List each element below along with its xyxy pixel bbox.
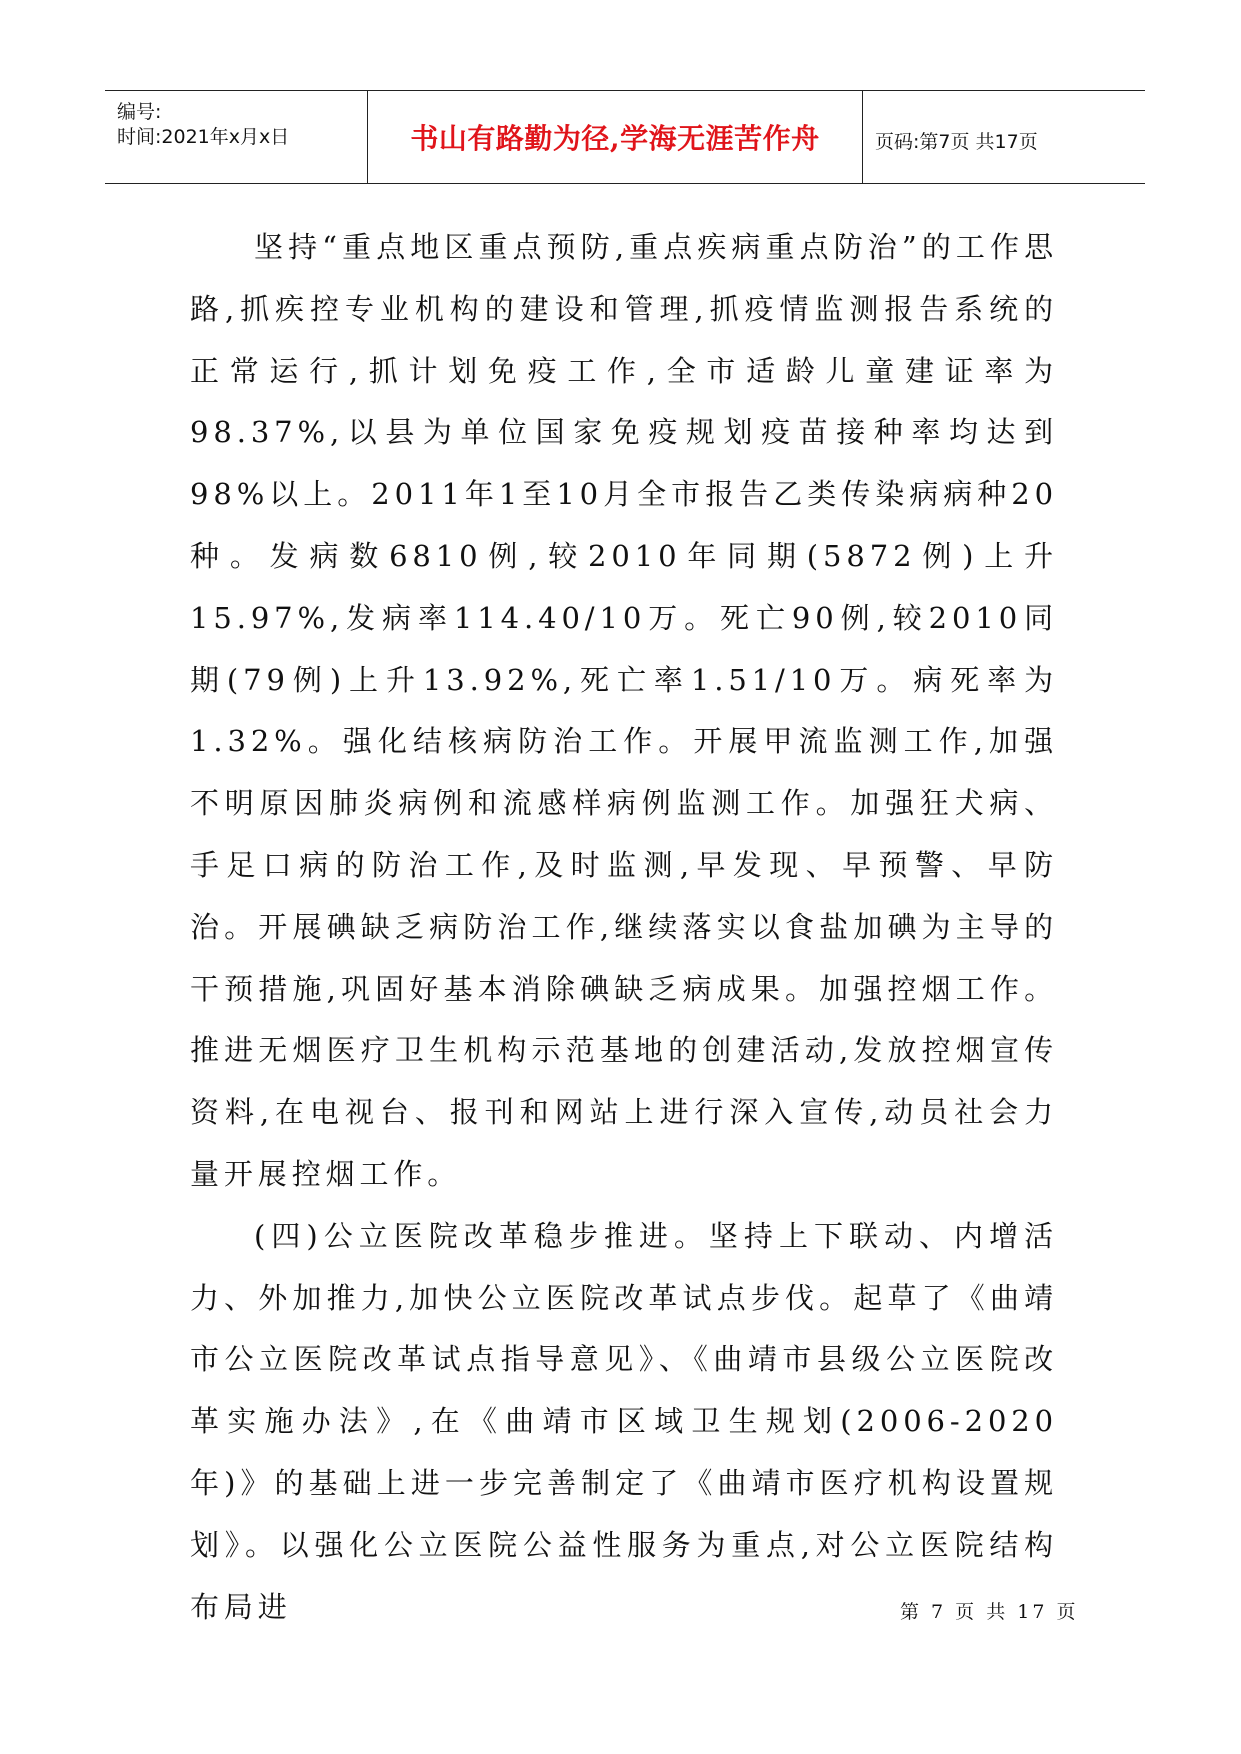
document-number-label: 编号: (117, 101, 162, 123)
header-page-label: 页码:第7页 共17页 (875, 131, 1038, 153)
body-paragraph: (四)公立医院改革稳步推进。坚持上下联动、内增活力、外加推力,加快公立医院改革试点步伐。起草了《曲靖市公立医院改革试点指导意见》、《曲靖市县级公立医院改革实施办法》,在《曲靖市区域卫生规划(2006-2020年)》的基础上进一步完善制定了《曲靖市医疗机构设置规划》。以强化公立医院公益性服务为重点,对公立医院结构布局进 (190, 1218, 1058, 1624)
document-header (105, 90, 1145, 184)
header-middle-cell (367, 91, 863, 183)
header-motto: 书山有路勤为径,学海无涯苦作舟 (410, 122, 820, 155)
body-paragraph: 坚持“重点地区重点预防,重点疾病重点防治”的工作思路,抓疾控专业机构的建设和管理,抓疫情监测报告系统的正常运行,抓计划免疫工作,全市适龄儿童建证率为98.37%,以县为单位国家免疫规划疫苗接种率均达到98%以上。2011年1至10月全市报告乙类传染病病种20种。发病数6810例,较2010年同期(5872例)上升15.97%,发病率114.40/10万。死亡90例,较2010同期(79例)上升13.92%,死亡率1.51/10万。病死率为1.32%。强化结核病防治工作。开展甲流监测工作,加强不明原因肺炎病例和流感样病例监测工作。加强狂犬病、手足口病的防治工作,及时监测,早发现、早预警、早防治。开展碘缺乏病防治工作,继续落实以食盐加碘为主导的干预措施,巩固好基本消除碘缺乏病成果。加强控烟工作。推进无烟医疗卫生机构示范基地的创建活动,发放控烟宣传资料,在电视台、报刊和网站上进行深入宣传,动员社会力量开展控烟工作。 (190, 230, 1058, 1191)
document-time-label: 时间:2021年x月x日 (117, 126, 290, 148)
header-left-cell (105, 91, 367, 183)
document-body (190, 217, 1058, 1638)
page-footer: 第 7 页 共 17 页 (900, 1601, 1079, 1623)
header-right-cell (863, 91, 1145, 183)
